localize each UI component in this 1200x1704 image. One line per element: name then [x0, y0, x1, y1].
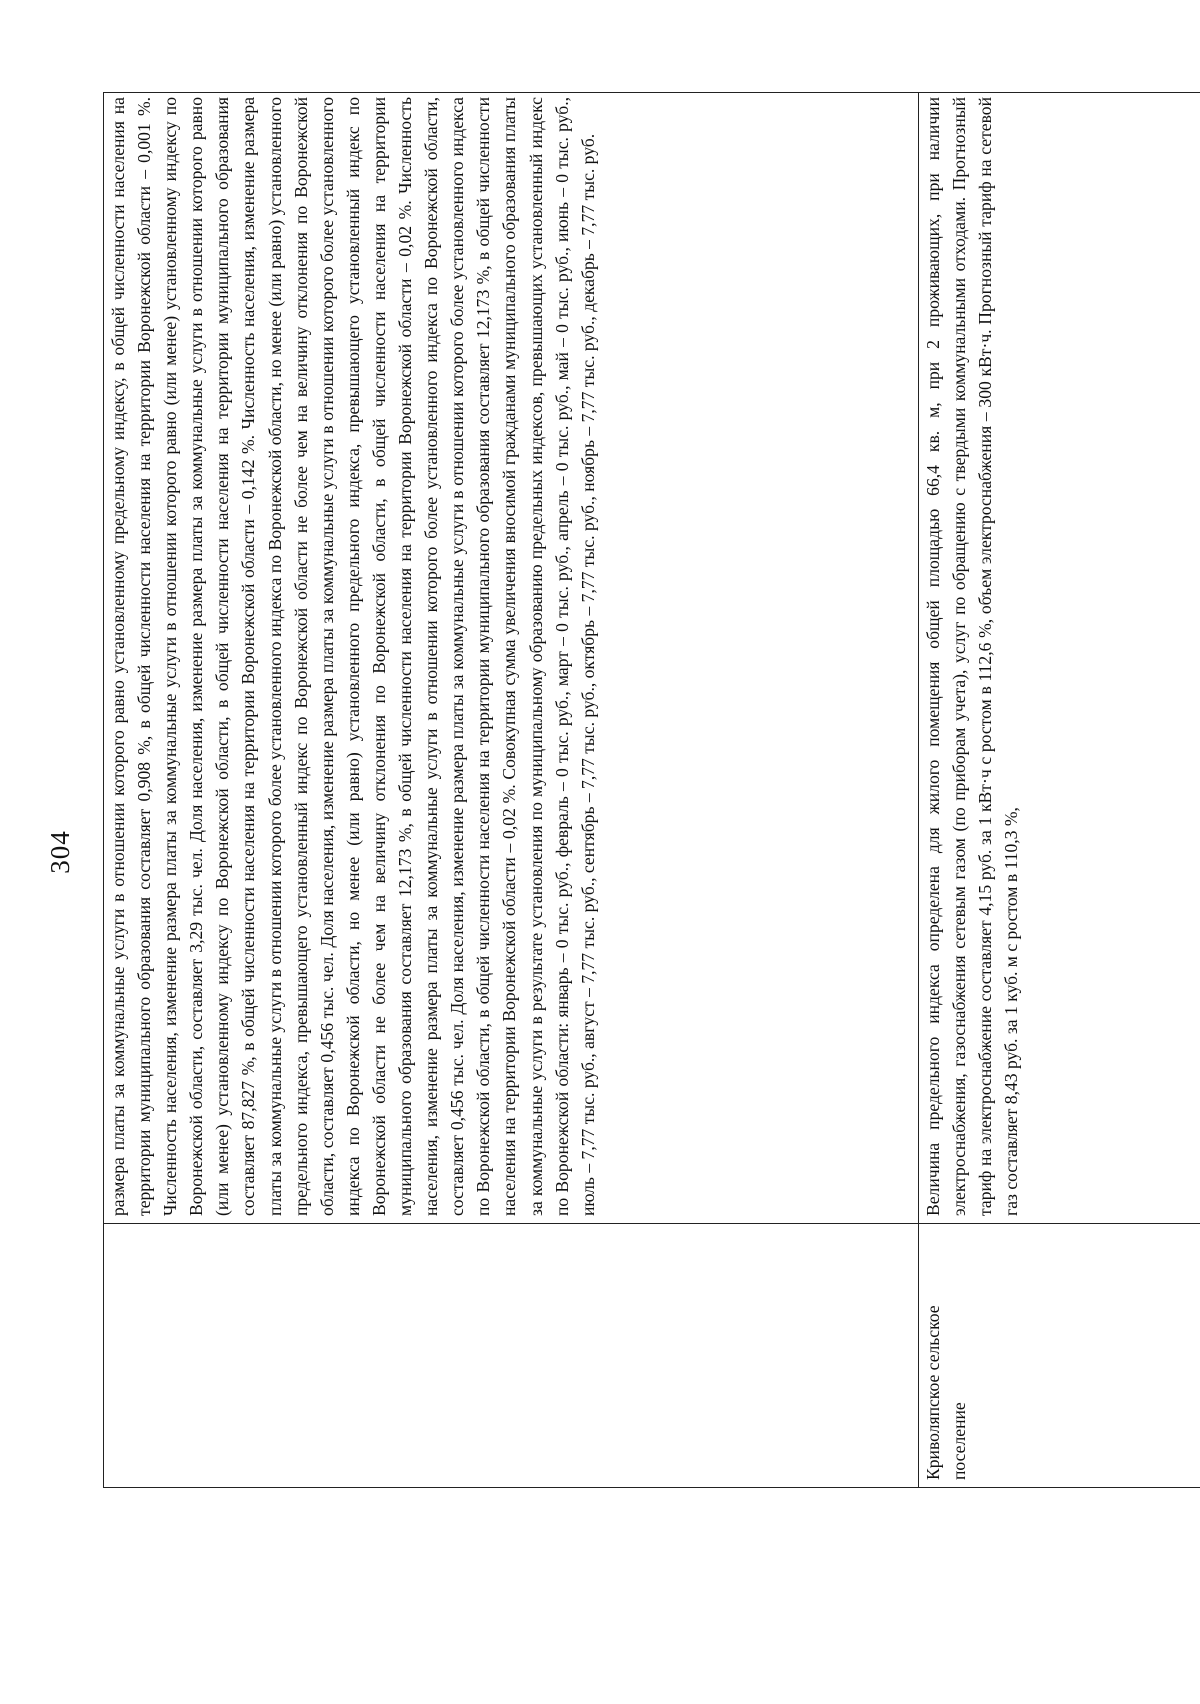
description-cell: [104, 93, 919, 1224]
page-number: 304: [45, 830, 75, 874]
description-text: Величина предельного индекса определена для жилого помещения общей площадью 66,4 кв. м, при 2 проживающих, при наличии электроснабжения, газоснабжения сетевым газом (по приборам учета), услуг по обращению с твердыми коммунальными отходами. Прогнозный тариф на электроснабжение составляет 4,15 руб. за 1 кВт·ч с ростом в 112,6 %, объем электроснабжения – 300 кВт·ч. Прогнозный тариф на сетевой газ составляет 8,43 руб. за 1 куб. м с ростом в 110,3 %,: [923, 97, 1022, 1216]
table-row: [104, 93, 919, 1488]
municipality-name: Криволяпское сельское поселение: [923, 1305, 970, 1480]
description-text: размера платы за коммунальные услуги в отношении которого равно установленному предельному индексу, в общей численности населения на территории муниципального образования составляет 0,908 %, в общей численности населения на территории Воронежской области – 0,001 %. Численность населения, изменение размера платы за коммунальные услуги в отношении которого равно (или менее) установленному индексу по Воронежской области, составляет 3,29 тыс. чел. Доля населения, изменение размера платы за коммунальные услуги в отношении которого равно (или менее) установленному индексу по Воронежской области, в общей численности населения на территории муниципального образования составляет 87,827 %, в общей численности населения на территории Воронежской области – 0,142 %. Численность населения, изменение размера платы за коммунальные услуги в отношении которого более установленного индекса по Воронежской области, но менее (или равно) установленного предельного индекса, превышающего установленный индекс по Воронежской области не более чем на величину отклонения по Воронежской области, составляет 0,456 тыс. чел. Доля населения, изменение размера платы за коммунальные услуги в отношении которого более установленного индекса по Воронежской области, но менее (или равно) установленного предельного индекса, превышающего установленный индекс по Воронежской области не более чем на величину отклонения по Воронежской области, в общей численности населения на территории муниципального образования составляет 12,173 %, в общей численности населения на территории Воронежской области – 0,02 %. Численность населения, изменение размера платы за коммунальные услуги в отношении которого более установленного индекса по Воронежской области, составляет 0,456 тыс. чел. Доля населения, изменение размера платы за коммунальные услуги в отношении которого более установленного индекса по Воронежской области, в общей численности населения на территории муниципального образования составляет 12,173 %, в общей численности населения на территории Воронежской области – 0,02 %. Совокупная сумма увеличения вносимой гражданами муниципального образования платы за коммунальные услуги в результате установления по муниципальному образованию предельных индексов, превышающих установленный индекс по Воронежской области: январь – 0 тыс. руб., февраль – 0 тыс. руб., март – 0 тыс. руб., апрель – 0 тыс. руб., май – 0 тыс. руб., июнь – 0 тыс. руб., июль – 7,77 тыс. руб., август – 7,77 тыс. руб., сентябрь – 7,77 тыс. руб., октябрь – 7,77 тыс. руб., ноябрь – 7,77 тыс. руб., декабрь – 7,77 тыс. руб.: [108, 97, 598, 1216]
municipality-cell: [104, 1224, 919, 1488]
description-cell: [919, 93, 1200, 1224]
municipality-name: [104, 1224, 105, 1487]
data-table: [103, 92, 1200, 1488]
table-row: [919, 93, 1200, 1488]
municipality-cell: [919, 1224, 1200, 1488]
